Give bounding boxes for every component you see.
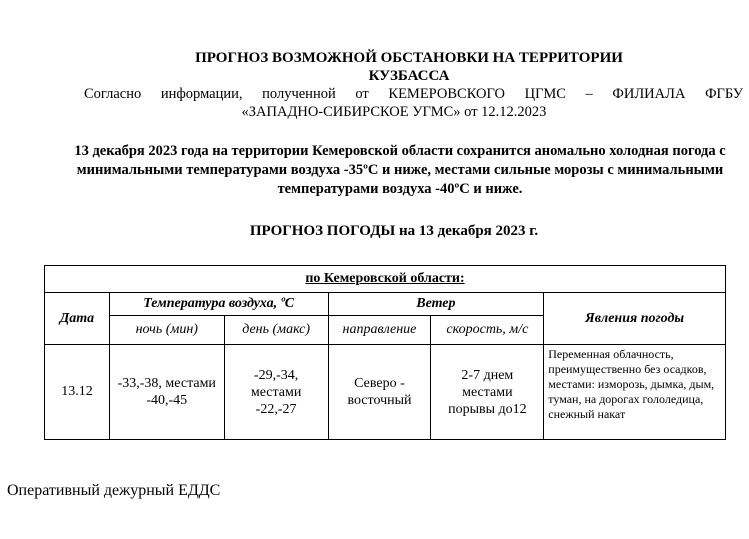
forecast-title-rest: на 13 декабря 2023 г. bbox=[395, 223, 539, 239]
row-day-temp: -29,-34, местами -22,-27 bbox=[224, 345, 328, 440]
region-header bbox=[45, 266, 726, 293]
date-header: Дата bbox=[45, 293, 110, 345]
duty-officer-label: Оперативный дежурный ЕДДС bbox=[7, 482, 221, 499]
source-line1: Согласно информации, полученной от КЕМЕРОВСКОГО ЦГМС – ФИЛИАЛА ФГБУ bbox=[84, 86, 743, 102]
region-label: по Кемеровской области: bbox=[305, 271, 465, 286]
source-line2: «ЗАПАДНО-СИБИРСКОЕ УГМС» от 12.12.2023 bbox=[241, 104, 547, 120]
document-title-line2: КУЗБАССА bbox=[368, 68, 450, 84]
table-row bbox=[45, 345, 726, 440]
forecast-title bbox=[0, 222, 749, 240]
row-phenomena: Переменная облачность, преимущественно без осадков, местами: изморозь, дымка, дым, туман, на дорогах гололедица, снежный накат bbox=[544, 345, 726, 440]
row-wind-direction: Северо - восточный bbox=[328, 345, 431, 440]
day-header: день (макс) bbox=[224, 316, 328, 345]
direction-header: направление bbox=[328, 316, 431, 345]
row-date: 13.12 bbox=[45, 345, 110, 440]
forecast-title-bold: ПРОГНОЗ ПОГОДЫ bbox=[249, 223, 396, 239]
document-title-line1: ПРОГНОЗ ВОЗМОЖНОЙ ОБСТАНОВКИ НА ТЕРРИТОРИИ bbox=[195, 50, 623, 66]
phenomena-header: Явления погоды bbox=[544, 293, 726, 345]
row-night-temp: -33,-38, местами -40,-45 bbox=[109, 345, 224, 440]
wind-header: Ветер bbox=[328, 293, 544, 316]
night-header: ночь (мин) bbox=[109, 316, 224, 345]
speed-header: скорость, м/с bbox=[431, 316, 544, 345]
row-wind-speed: 2-7 днем местами порывы до12 bbox=[431, 345, 544, 440]
warning-text: 13 декабря 2023 года на территории Кемеровской области сохранится аномально холодная погода с минимальными температурами воздуха -35ºС и ниже, местами сильные морозы с минимальными температурами воздуха -40ºС и ниже. bbox=[74, 143, 726, 197]
forecast-table bbox=[44, 265, 726, 440]
temperature-header: Температура воздуха, ºС bbox=[109, 293, 328, 316]
